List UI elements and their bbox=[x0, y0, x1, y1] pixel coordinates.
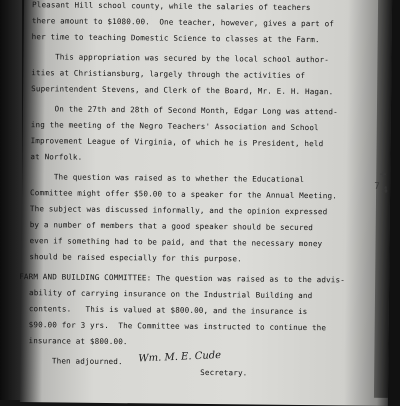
page-edge-shadow bbox=[374, 0, 392, 398]
text-line: contents. This is valued at $800.00, and the insurance is bbox=[28, 304, 308, 317]
text-line: The subject was discussed informally, and the opinion expressed bbox=[29, 204, 328, 217]
text-line: Superintendent Stevens, and Clerk of the Board, Mr. E. H. Hagan. bbox=[31, 84, 334, 97]
text-line: Improvement League of Virginia, of which he is President, held bbox=[30, 136, 324, 149]
text-line: This appropriation was secured by the local school author- bbox=[31, 52, 330, 65]
text-line: Pleasant Hill school county, while the salaries of teachers bbox=[31, 0, 311, 13]
text-line: ability of carrying insurance on the Industrial Building and bbox=[28, 288, 313, 301]
typed-page bbox=[20, 0, 392, 406]
text-line: should be raised especially for this purpose. bbox=[29, 252, 242, 264]
margin-mark: + bbox=[379, 169, 387, 180]
left-margin-shadow bbox=[0, 0, 22, 400]
text-line: ities at Christiansburg, largely through the activities of bbox=[31, 68, 306, 81]
text-line: Committee might offer $50.00 to a speaker for the Annual Meeting. bbox=[30, 188, 338, 201]
signature: Wm. M. E. Cude bbox=[138, 350, 222, 365]
text-line: ing the meeting of the Negro Teachers' Association and School bbox=[30, 120, 319, 133]
text-line: Then adjourned. bbox=[28, 356, 123, 367]
text-line: $90.00 for 3 yrs. The Committee was instructed to continue the bbox=[28, 320, 327, 333]
text-line: at Norfolk. bbox=[30, 152, 83, 162]
signature-title: Secretary. bbox=[200, 367, 248, 378]
text-line: there amount to $1080.00. One teacher, however, gives a part of bbox=[31, 16, 335, 29]
text-line: The question was raised as to whether the Educational bbox=[30, 172, 305, 185]
section-heading-line: FARM AND BUILDING COMMITTEE: The question was raised as to the advis- bbox=[19, 272, 346, 285]
text-line: On the 27th and 28th of Second Month, Edgar Long was attend- bbox=[30, 104, 338, 117]
text-line: insurance at $800.00. bbox=[28, 336, 128, 347]
text-line: her time to teaching Domestic Science to classes at the Farm. bbox=[31, 32, 320, 45]
text-line: by a number of members that a good speaker should be secured bbox=[29, 220, 314, 233]
text-line: even if something had to be paid, and that the necessary money bbox=[29, 236, 323, 249]
margin-mark: 4 bbox=[382, 185, 388, 196]
margin-mark: 7 bbox=[374, 181, 380, 192]
